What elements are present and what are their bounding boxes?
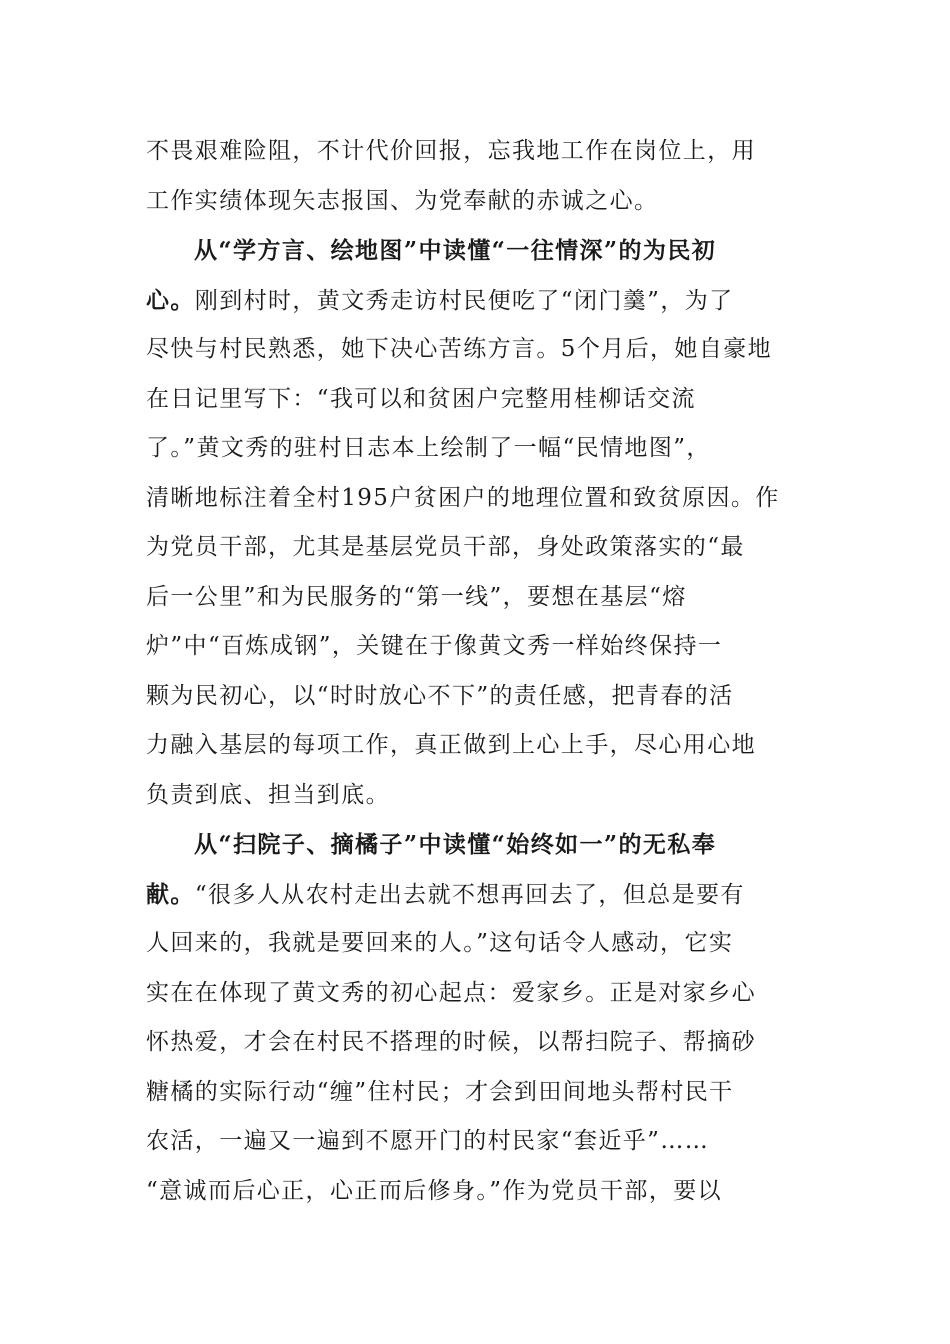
- paragraph-2-heading: 从“学方言、绘地图”中读懂“一往情深”的为民初: [194, 237, 717, 264]
- paragraph-3-line-5: 怀热爱，才会在村民不搭理的时候，以帮扫院子、帮摘砂: [146, 1029, 756, 1055]
- paragraph-3-heading-end: 献。: [146, 880, 195, 908]
- paragraph-2-heading-end: 心。: [146, 286, 195, 314]
- paragraph-3-heading: 从“扫院子、摘橘子”中读懂“始终如一”的无私奉: [194, 831, 717, 858]
- paragraph-2-line-11: 力融入基层的每项工作，真正做到上心上手，尽心用心地: [146, 732, 756, 758]
- paragraph-3-line-2: [146, 870, 806, 920]
- document-body: [146, 127, 806, 1216]
- paragraph-2-line-5: 了。”黄文秀的驻村日志本上绘制了一幅“民情地图”，: [146, 435, 711, 461]
- paragraph-1-line-1: 不畏艰难险阻，不计代价回报，忘我地工作在岗位上，用: [146, 138, 756, 164]
- paragraph-2-line-4: 在日记里写下：“我可以和贫困户完整用桂柳话交流: [146, 385, 696, 412]
- paragraph-1-line-2: 工作实绩体现矢志报国、为党奉献的赤诚之心。: [146, 187, 659, 214]
- paragraph-2-line-7: 为党员干部，尤其是基层党员干部，身处政策落实的“最: [146, 534, 745, 560]
- paragraph-2-line-9: 炉”中“百炼成钢”，关键在于像黄文秀一样始终保持一: [146, 633, 723, 659]
- paragraph-2-line-3: 尽快与村民熟悉，她下决心苦练方言。5个月后，她自豪地: [146, 336, 773, 362]
- paragraph-3-line-4: 实在在体现了黄文秀的初心起点：爱家乡。正是对家乡心: [146, 979, 756, 1006]
- paragraph-2-line-12: 负责到底、担当到底。: [146, 781, 390, 808]
- paragraph-3-line-7: 农活，一遍又一遍到不愿开门的村民家“套近乎”……: [146, 1128, 710, 1154]
- paragraph-2-line-10: 颗为民初心，以“时时放心不下”的责任感，把青春的活: [146, 682, 734, 709]
- paragraph-3-line-3: 人回来的，我就是要回来的人。”这句话令人感动，它实: [146, 930, 734, 956]
- paragraph-2-line-8: 后一公里”和为民服务的“第一线”，要想在基层“熔: [146, 583, 687, 610]
- paragraph-2-line-2-text: 刚到村时，黄文秀走访村民便吃了“闭门羹”，为了: [194, 287, 734, 314]
- paragraph-3-line-6: 糖橘的实际行动“缠”住村民；才会到田间地头帮村民干: [146, 1078, 734, 1105]
- paragraph-2-line-6: 清晰地标注着全村195户贫困户的地理位置和致贫原因。作: [146, 484, 780, 511]
- paragraph-3-line-2-text: “很多人从农村走出去就不想再回去了，但总是要有: [194, 881, 745, 908]
- paragraph-2-line-2: [146, 276, 806, 326]
- paragraph-3-line-8: “意诚而后心正，心正而后修身。”作为党员干部，要以: [146, 1177, 723, 1204]
